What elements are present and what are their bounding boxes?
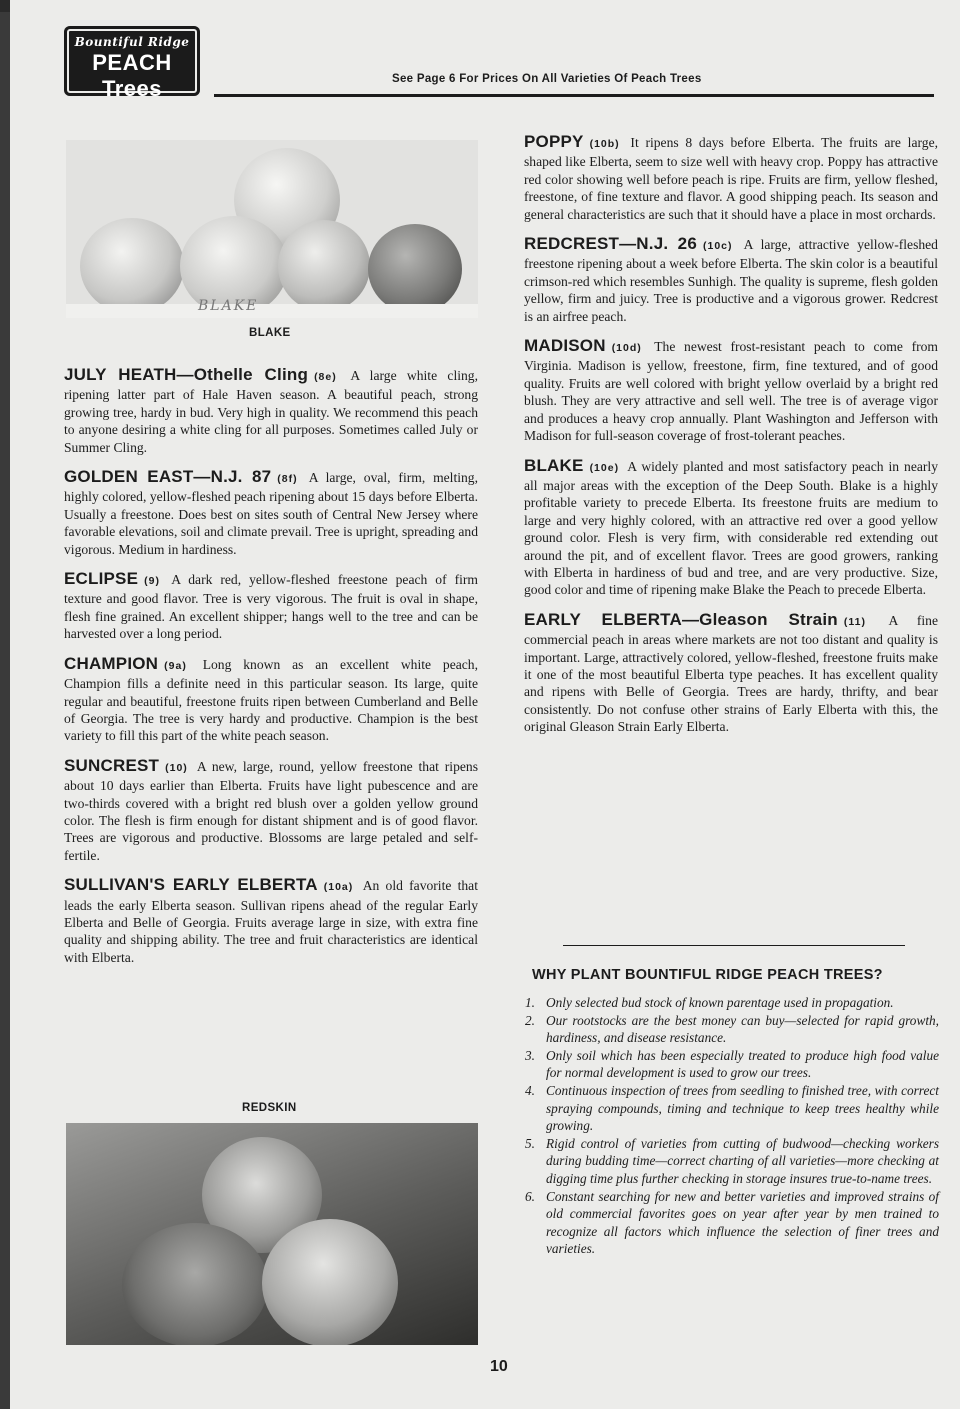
variety-description: A fine commercial peach in areas where markets are not too distant and quality is important. Large, attractively colored, yellow-fleshed, freestone fruits make it one of the most beautiful Elberta type peaches. It has excellent quality and ripens with Belle of Georgia. Trees are hardy, thrifty, and bear consistently. Do not confuse other strains of Early Elberta with this, the original Gleason Strain Early Elberta.: [524, 612, 938, 735]
reason-number: 4.: [525, 1082, 535, 1098]
variety-code: (10): [165, 761, 188, 774]
variety-name: MADISON: [524, 336, 606, 356]
logo-line-1: Bountiful Ridge: [74, 35, 190, 49]
reason-text: Our rootstocks are the best money can buy—selected for rapid growth, hardiness, and disease resistance.: [546, 1012, 939, 1046]
variety-description: A large white cling, ripening latter part of Hale Haven season. A beautiful peach, strong growing tree, hardy in bud. Very high in quality. We recommend this peach to anyone desiring a white cling for all purposes. Sometimes called July or Summer Cling.: [64, 368, 478, 455]
variety-code: (10e): [589, 461, 620, 474]
variety-description: A large, attractive yellow-fleshed freestone ripening about a week before Elberta. The skin color is a beautiful crimson-red which resembles Sunhigh. The quality is supreme, flesh golden yellow, firm and juicy. Tree is productive and a vigorous grower. Redcrest is an airfree peach.: [524, 237, 938, 324]
variety-code: (9): [144, 575, 160, 588]
reason-text: Constant searching for new and better varieties and improved strains of old commercial favorites goes on year after year by men trained to recognize all factors which influence the selection of finer trees and varieties.: [546, 1188, 939, 1257]
logo-line-2: PEACH Trees: [92, 50, 172, 101]
variety-code: (8e): [314, 371, 337, 383]
variety-code: (10c): [703, 240, 733, 253]
variety-entry: [64, 366, 478, 456]
right-variety-column: [524, 133, 938, 748]
reason-text: Only soil which has been especially treated to produce high food value for normal development is used to grow our trees.: [546, 1047, 939, 1081]
left-variety-column: [64, 366, 478, 978]
variety-entry: [64, 570, 478, 643]
variety-name: CHAMPION: [64, 653, 159, 673]
variety-name: EARLY ELBERTA—Gleason Strain: [524, 609, 838, 629]
variety-description: It ripens 8 days before Elberta. The fruits are large, shaped like Elberta, seem to size well with heavy crop. Poppy has attractive red color showing well before peach is ripe. Fruits are firm, yellow fleshed, freestone, of fine texture and flavor. A good shipping peach. Its season and general characteristics are such that it should have a place in most orchards.: [524, 135, 939, 222]
variety-description: The newest frost-resistant peach to come from Virginia. Madison is yellow, freestone, firm, fine textured, and of good quality. Fruits are well colored with bright yellow overlaid by a bright red blush. They are very attractive and sell well. The tree is of average vigor and produces a heavy crop annually. Plant Washington and Jefferson with Madison for full-season coverage of frost-tolerant peaches.: [524, 339, 939, 444]
variety-code: (10a): [323, 881, 354, 894]
variety-name: JULY HEATH—Othelle Cling: [64, 365, 309, 384]
variety-code: (8f): [277, 473, 298, 486]
blake-photo: [66, 140, 478, 318]
reason-text: Rigid control of varieties from cutting of budwood—checking workers during budding time—correct charting of all varieties—more checking at digging time plus further checking in storage insures true-to-name trees.: [546, 1135, 939, 1186]
variety-description: A new, large, round, yellow freestone that ripens about 10 days earlier than Elberta. Fruits have light pubescence and are two-thirds covered with a bright red blush over a golden yellow ground color. The flesh is firm enough for distant shipment and is of good flavor. Trees are vigorous and productive. Blossoms are large petaled and self-fertile.: [64, 758, 478, 863]
variety-description: A widely planted and most satisfactory peach in nearly all major areas with the exception of the Deep South. Blake is a highly profitable variety to precede Elberta. Its freestone fruits are medium to large and very highly colored, with an attractive red over a good yellow ground color. Flesh is very firm, with considerable red extending out around the pit, and of excellent flavor. Trees are good growers, ranking with Elberta in hardiness of bud and tree, and are very productive. Size, good color and time of ripening make Blake the Peach to precede Elberta.: [524, 458, 938, 598]
variety-entry: [524, 235, 938, 325]
variety-description: An old favorite that leads the early Elberta season. Sullivan ripens ahead of the regular Early Elberta and Belle of Georgia. Fruits average large in size, with extra fine quality and shipping ability. The tree and fruit characteristics are identical with Elberta.: [64, 878, 478, 965]
variety-name: SUNCREST: [64, 755, 160, 775]
variety-name: SULLIVAN'S EARLY ELBERTA: [64, 875, 318, 895]
header-rule: [214, 94, 934, 97]
variety-description: A large, oval, firm, melting, highly colored, yellow-fleshed peach ripening about 15 days before Elberta. Usually a freestone. Does best on sites south of Central New Jersey where favorable elevations, soil and climate prevail. Tree is upright, spreading and vigorous. Medium in hardiness.: [64, 470, 478, 557]
reason-text: Only selected bud stock of known parentage used in propagation.: [546, 995, 894, 1010]
reason-item: [525, 1135, 939, 1188]
variety-code: (11): [843, 615, 866, 628]
reason-text: Continuous inspection of trees from seedling to finished tree, with correct spraying compounds, timing and technique to keep trees healthy while growing.: [546, 1082, 939, 1134]
variety-entry: [64, 876, 478, 966]
reason-number: 2.: [525, 1012, 535, 1028]
variety-name: REDCREST—N.J. 26: [524, 234, 697, 254]
reason-number: 1.: [525, 995, 535, 1010]
reason-item: [525, 1047, 939, 1082]
blake-photo-caption: BLAKE: [249, 327, 291, 339]
reason-item: [525, 1012, 939, 1047]
variety-code: (10b): [589, 138, 620, 150]
variety-entry: [64, 757, 478, 864]
variety-name: POPPY: [524, 132, 584, 151]
variety-name: ECLIPSE: [64, 569, 139, 589]
variety-entry: [524, 457, 938, 599]
variety-entry: [524, 611, 938, 736]
section-divider: [563, 945, 905, 946]
variety-name: GOLDEN EAST—N.J. 87: [64, 467, 272, 487]
handwritten-photo-label: BLAKE: [198, 298, 259, 314]
reason-item: [525, 1188, 939, 1258]
variety-description: Long known as an excellent white peach, Champion fills a definite need in this particular season. Its large, quite regular and beautiful, freestone fruits ripen between Cumberland and Belle of Georgia. The tree is very hardy and productive. Champion is the best variety to fill this part of the white peach season.: [64, 656, 478, 744]
brand-logo: [64, 26, 200, 101]
variety-entry: [524, 133, 938, 223]
variety-entry: [64, 655, 478, 745]
redskin-photo: [66, 1123, 478, 1345]
variety-description: A dark red, yellow-fleshed freestone peach of firm texture and good flavor. Tree is very vigorous. The fruit is oval in shape, flesh fine grained. An excellent shipper; hangs well to the tree and can be harvested over a long period.: [64, 572, 478, 642]
reason-number: 5.: [525, 1135, 535, 1151]
reason-item: [525, 994, 939, 1012]
page-number: 10: [490, 1358, 508, 1375]
why-section-title: WHY PLANT BOUNTIFUL RIDGE PEACH TREES?: [532, 967, 883, 983]
why-reasons-list: [525, 994, 939, 1258]
variety-entry: [64, 468, 478, 558]
variety-entry: [524, 337, 938, 444]
reason-number: 3.: [525, 1047, 535, 1063]
reason-number: 6.: [525, 1188, 535, 1204]
variety-code: (9a): [164, 659, 187, 672]
variety-name: BLAKE: [524, 455, 584, 475]
price-reference-note: See Page 6 For Prices On All Varieties Of Peach Trees: [392, 73, 702, 85]
variety-code: (10d): [611, 342, 642, 355]
reason-item: [525, 1082, 939, 1135]
redskin-photo-caption: REDSKIN: [242, 1102, 297, 1114]
